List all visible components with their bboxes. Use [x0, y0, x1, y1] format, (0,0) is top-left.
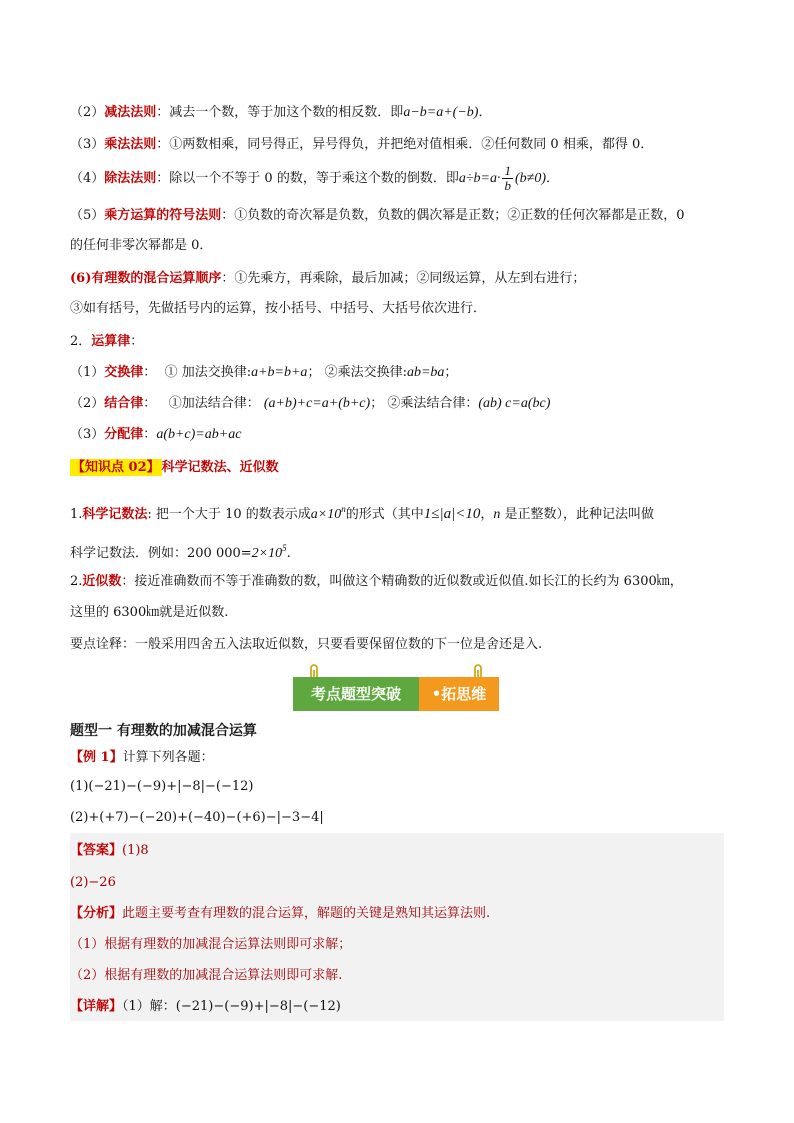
punct: ： — [143, 427, 157, 442]
punct: ． — [478, 105, 492, 120]
section-title: 题型一 有理数的加减混合运算 — [70, 723, 257, 739]
rule-label: 减法法则 — [104, 105, 157, 120]
sci-formula — [310, 504, 346, 522]
law-label: 交换律 — [104, 365, 144, 380]
rule-label: 有理数的混合运算顺序 — [91, 271, 222, 286]
rule-number: （3） — [70, 137, 105, 152]
item-text: ：接近准确数而不等于准确数的数，叫做这个精确数的近似数或近似值.如长江的长约为 6300㎞， — [121, 574, 683, 589]
rule-text: ：减去一个数，等于加这个数的相反数．即 — [156, 105, 404, 120]
detail-tag: 【详解】 — [70, 999, 123, 1014]
answer-tag: 【答案】 — [70, 843, 123, 858]
example-formula — [251, 543, 287, 561]
law-formula: a(b+c)=ab+ac — [156, 427, 242, 442]
rule-multiplication — [70, 136, 653, 154]
punct: ： — [143, 396, 157, 411]
rule-text: ：①两数相乘，同号得正，异号得负，并把绝对值相乘．②任何数同 0 相乘，都得 0． — [156, 137, 654, 152]
law-text: ① 加法交换律: — [164, 365, 252, 380]
laws-heading — [70, 333, 143, 351]
knowledge-point-title: 科学记数法、近似数 — [161, 460, 279, 475]
rule-mixed — [70, 270, 585, 288]
rule-power-cont: 的任何非零次幂都是 0． — [70, 238, 213, 253]
punct: ： — [143, 365, 157, 380]
sci-notation-example — [70, 536, 291, 566]
formula-exponent: 5 — [282, 543, 287, 553]
range-formula: 1≤|a|<10 — [423, 506, 481, 522]
rule-power — [70, 207, 685, 225]
law-formula: (ab) c=a(bc) — [478, 396, 551, 411]
law-formula: (a+b)+c=a+(b+c) — [263, 396, 371, 411]
answer-line-2: (2)−26 — [70, 875, 116, 890]
punct: ： — [130, 334, 144, 349]
example-prompt: 计算下列各题： — [122, 750, 214, 765]
approx-def — [70, 573, 683, 591]
knowledge-point-tag: 【知识点 02】 — [72, 460, 160, 475]
rule-formula: a−b=a+(−b) — [403, 105, 479, 120]
example-text: 科学记数法．例如：200 000= — [70, 546, 252, 561]
answer-value: (1)8 — [122, 843, 149, 858]
law-text: ； ②乘法交换律: — [307, 365, 407, 380]
item-label: 科学记数法 — [82, 507, 148, 522]
question-1: (1)(−21)−(−9)+|−8|−(−12) — [70, 779, 254, 794]
detail-text: （1）解：(−21)−(−9)+|−8|−(−12) — [122, 999, 341, 1014]
law-associative — [70, 395, 550, 413]
example-heading — [70, 749, 214, 767]
formula-base: a×10 — [310, 507, 342, 522]
rule-number: (6) — [70, 271, 92, 286]
law-number: （1） — [70, 365, 105, 380]
analysis-item-1: （1）根据有理数的加减混合运算法则即可求解； — [70, 937, 352, 952]
var-n: n — [493, 507, 501, 522]
law-label: 分配律 — [104, 427, 144, 442]
analysis-tag: 【分析】 — [70, 906, 123, 921]
punct: ； — [444, 365, 458, 380]
detail-line — [70, 998, 341, 1016]
fraction-numerator: 1 — [504, 163, 511, 178]
rule-text: ：除以一个不等于 0 的数，等于乘这个数的倒数．即 — [156, 171, 459, 186]
rule-label: 乘方运算的符号法则 — [104, 208, 222, 223]
item-number: 1. — [70, 507, 83, 522]
answer-box — [70, 833, 724, 1021]
punct: ， — [480, 507, 494, 522]
knowledge-point-heading — [70, 459, 279, 477]
banner-right: •拓思维 — [419, 677, 499, 711]
item-text: 的形式（其中 — [345, 507, 424, 522]
rule-formula: a÷b=a· — [458, 171, 501, 186]
rule-label: 乘法法则 — [104, 137, 157, 152]
rule-label: 除法法则 — [104, 171, 157, 186]
fraction — [502, 164, 513, 193]
rule-subtraction — [70, 104, 491, 122]
analysis-text: 此题主要考查有理数的混合运算，解题的关键是熟知其运算法则. — [122, 906, 491, 921]
law-formula: a+b=b+a — [251, 365, 308, 380]
rule-number: （2） — [70, 105, 105, 120]
heading-label: 运算律 — [91, 334, 131, 349]
punct: ． — [546, 171, 560, 186]
answer-line-1 — [70, 842, 149, 860]
punct: . — [286, 546, 291, 561]
law-number: （3） — [70, 427, 105, 442]
banner-left: 考点题型突破 — [293, 677, 419, 711]
rule-mixed-cont: ③如有括号，先做括号内的运算，按小括号、中括号、大括号依次进行． — [70, 301, 487, 316]
law-distributive — [70, 426, 241, 444]
law-text: ； ②乘法结合律： — [370, 396, 479, 411]
sci-notation-def — [70, 497, 654, 527]
fraction-denominator: b — [504, 178, 511, 193]
rule-number: （4） — [70, 171, 105, 186]
heading-number: 2． — [70, 334, 92, 349]
analysis-line — [70, 905, 490, 923]
law-number: （2） — [70, 396, 105, 411]
law-label: 结合律 — [104, 396, 144, 411]
section-banner — [293, 677, 499, 711]
item-label: 近似数 — [82, 574, 122, 589]
rule-number: （5） — [70, 208, 105, 223]
item-text: 是正整数），此种记法叫做 — [500, 507, 654, 522]
question-2: (2)+(+7)−(−20)+(−40)−(+6)−|−3−4| — [70, 810, 324, 825]
formula-base: 2×10 — [251, 546, 283, 561]
law-formula: ab=ba — [406, 365, 445, 380]
approx-def-cont: 这里的 6300㎞就是近似数. — [70, 605, 229, 620]
key-note: 要点诠释：一般采用四舍五入法取近似数，只要看要保留位数的下一位是舍还是入. — [70, 637, 543, 652]
rule-text: ：①负数的奇次幂是负数，负数的偶次幂是正数；②正数的任何次幂都是正数，0 — [221, 208, 685, 223]
law-commutative — [70, 364, 457, 382]
item-number: 2. — [70, 574, 83, 589]
rule-division — [70, 164, 559, 194]
rule-condition: (b≠0) — [514, 171, 546, 186]
example-tag: 【例 1】 — [70, 750, 123, 765]
item-text: : 把一个大于 10 的数表示成 — [147, 507, 311, 522]
analysis-item-2: （2）根据有理数的加减混合运算法则即可求解. — [70, 968, 343, 983]
rule-text: ：①先乘方，再乘除，最后加减；②同级运算，从左到右进行； — [221, 271, 586, 286]
formula-exponent: n — [341, 504, 346, 514]
law-text: ①加法结合律： — [168, 396, 260, 411]
